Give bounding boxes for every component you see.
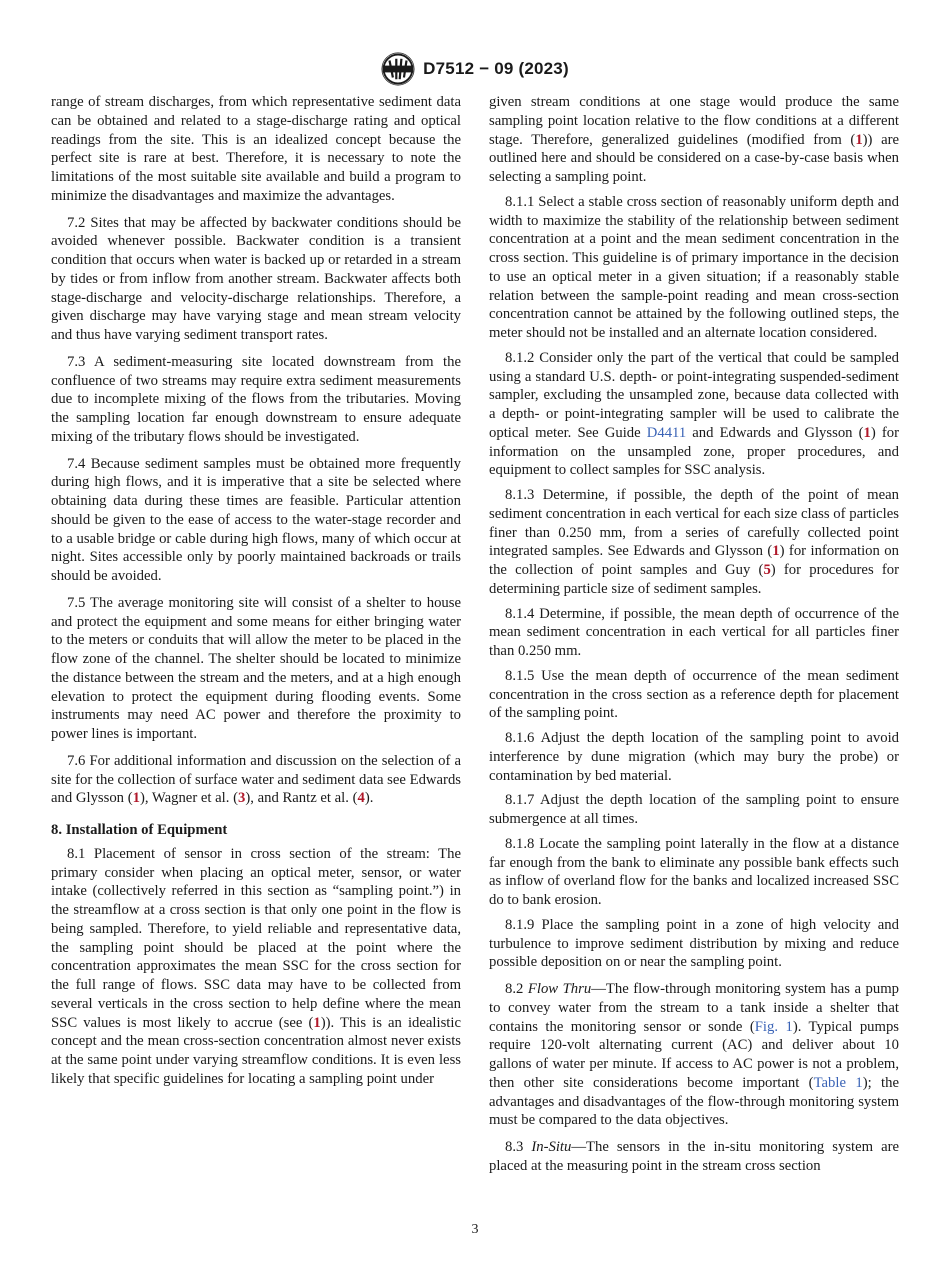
document-designation: D7512 − 09 (2023) [423,59,569,78]
paragraph-7-6: 7.6 For additional information and discussion on the selection of a site for the collection of surface water and sediment data see Edwards and Glysson (1), Wagner et al. (3), and Rantz et al. (4). [51,752,461,807]
reference-link[interactable]: 1 [313,1014,321,1031]
right-column [489,93,899,1176]
paragraph-8-1-1: 8.1.1 Select a stable cross section of reasonably uniform depth and width to maximize the stability of the relationship between sediment concentration at a point and the mean sediment concentration in the cross section. This guideline is of primary importance in the decision to use an optical meter in a given situation; if a reasonably stable relation between the sample-point reading and mean cross-section concentration cannot be attained by the following outlined steps, the meter should not be installed and an alternate location considered. [489,193,899,341]
paragraph-7-3: 7.3 A sediment-measuring site located downstream from the confluence of two streams may require extra sediment measurements due to incomplete mixing of the flows from the tributaries. Moving the sampling location far enough downstream to ensure adequate mixing of the tributary flows should be investigated. [51,353,461,445]
section-heading-8: 8. Installation of Equipment [51,822,228,838]
reference-link[interactable]: 3 [238,790,246,807]
paragraph-8-1-7: 8.1.7 Adjust the depth location of the sampling point to ensure submergence at all times. [489,792,899,827]
reference-link[interactable]: 1 [132,790,140,807]
page-header [0,52,950,86]
paragraph-7-1-continued: range of stream discharges, from which representative sediment data can be obtained and related to a stage-discharge rating and optical readings from the site. This is an idealized concept because the perfect site is rare at best. Therefore, it is necessary to note the limitations of the most suitable site available and build a program to minimize the disadvantages and maximize the advantages. [51,94,461,204]
paragraph-8-1-6: 8.1.6 Adjust the depth location of the sampling point to avoid interference by dune migration (which may bury the probe) or contamination by bed material. [489,730,899,784]
paragraph-7-2: 7.2 Sites that may be affected by backwater conditions should be avoided whenever possible. Backwater condition is a transient condition that occurs when water is backed up or retarded in a stream by tides or from inflow from another stream. Backwater affects both stage-discharge and velocity-discharge relationships. Therefore, a given discharge may have varying stage and mean stream velocity and thus have varying sediment transport rates. [51,214,461,343]
reference-link[interactable]: 4 [357,790,365,807]
reference-link[interactable]: 1 [855,131,863,148]
astm-logo-icon [381,52,415,86]
paragraph-8-1-continued: given stream conditions at one stage would produce the same sampling point location relative to the flow conditions at a different stage. Therefore, generalized guidelines (modified from (1)) are outlined here and should be considered on a case-by-case basis when selecting a sampling point. [489,94,899,185]
paragraph-8-1: 8.1 Placement of sensor in cross section of the stream: The primary consider when placing an optical meter, sensor, or water intake (collectively referred in this section as “sampling point.”) in the streamflow at a cross section is that only one point in the flow is being sampled. Therefore, to yield reliable and representative data, the sampling point should be placed at the point where the concentration approximates the mean SSC for the cross section for the full range of flows. SSC data may have to be collected from several verticals in the cross section to help define where the mean SSC values is most likely to accrue (see (1)). This is an idealistic concept and the mean cross-section concentration almost never exists at the same point under varying streamflow conditions. It is even less likely that specific guidelines for locating a sampling point under [51,845,461,1087]
reference-link[interactable]: 1 [772,543,780,560]
paragraph-8-1-9: 8.1.9 Place the sampling point in a zone of high velocity and turbulence to improve sediment distribution by mixing and reduce possible deposition on or near the sampling point. [489,916,899,971]
left-column [51,93,461,1089]
standard-link[interactable]: D4411 [646,424,687,441]
reference-link[interactable]: 5 [763,562,771,578]
paragraph-8-1-8: 8.1.8 Locate the sampling point laterally in the flow at a distance far enough from the bank to eliminate any possible bank effects such as inflow of overland flow for the banks and localized increased SSC do to bank erosion. [489,835,899,908]
paragraph-8-2: 8.2 Flow Thru—The flow-through monitoring system has a pump to convey water from the stream to a tank inside a shelter that contains the monitoring sensor or sonde (Fig. 1). Typical pumps require 120-volt alternating current (AC) and deliver about 10 gallons of water per minute. If access to AC power is not a problem, then other site considerations become important (Table 1); the advantages and disadvantages of the flow-through monitoring system must be compared to the data objectives. [489,981,900,1129]
figure-link[interactable]: Fig. 1 [754,1018,793,1035]
paragraph-8-1-3: 8.1.3 Determine, if possible, the depth of the point of mean sediment concentration in each vertical for each size class of particles finer than 0.250 mm, from a series of carefully collected point integrated samples. See Edwards and Glysson (1) for information on the collection of point samples and Guy (5) for procedures for determining particle size of sediment samples. [489,487,899,597]
paragraph-8-1-5: 8.1.5 Use the mean depth of occurrence of the mean sediment concentration in the cross section as a reference depth for placement of the sampling point. [489,667,899,722]
paragraph-8-3: 8.3 In-Situ—The sensors in the in-situ monitoring system are placed at the measuring point in the stream cross section [489,1139,899,1174]
paragraph-8-1-4: 8.1.4 Determine, if possible, the mean depth of occurrence of the mean sediment concentration in each vertical for all particles finer than 0.250 mm. [489,605,899,659]
paragraph-7-4: 7.4 Because sediment samples must be obtained more frequently during high flows, and it is imperative that a site be selected where obtaining data during these times are feasible. Particular attention should be given to the ease of access to the water-stage recorder and to a usable bridge or cable during high flows, many of which occur at night. Sites accessible only by poorly maintained backroads or trails should be avoided. [51,455,461,584]
paragraph-8-1-2: 8.1.2 Consider only the part of the vertical that could be sampled using a standard U.S. depth- or point-integrating suspended-sediment sampler, excluding the unsampled zone, because data collected with a depth- or point-integrating sampler will be used to calibrate the optical meter. See Guide D4411 and Edwards and Glysson (1) for information on the unsampled zone, proper procedures, and equipment to collect samples for SSC analysis. [489,349,899,479]
page-number: 3 [471,1222,479,1237]
table-link[interactable]: Table 1 [813,1074,863,1091]
reference-link[interactable]: 1 [863,424,871,441]
paragraph-7-5: 7.5 The average monitoring site will consist of a shelter to house and protect the equipment and some means for either bringing water to the meters or conduits that will allow the meter to be placed in the flow zone of the channel. The shelter should be located to minimize the distance between the stream and the meters, and at a high enough elevation to protect the equipment during flooding events. Some instruments may need AC power and therefore the proximity to power lines is important. [51,594,461,742]
